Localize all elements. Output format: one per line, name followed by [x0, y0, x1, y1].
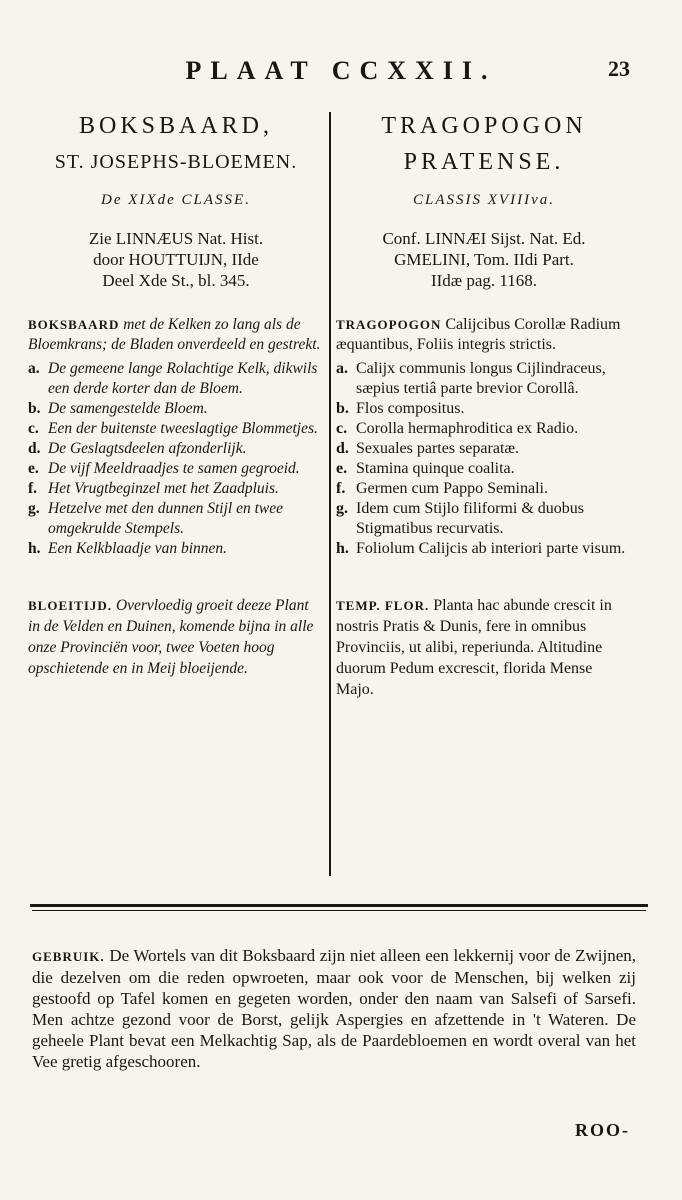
- latin-name-2: PRATENSE.: [403, 149, 565, 175]
- latin-reference: [336, 228, 632, 291]
- dutch-ref-line-2: door HOUTTUIJN, IIde: [93, 250, 259, 269]
- item-text: Sexuales partes separatæ.: [356, 440, 520, 457]
- latin-column: [336, 108, 632, 700]
- dutch-ref-line-3: Deel Xde St., bl. 345.: [102, 271, 250, 290]
- dutch-class: De XIXde CLASSE.: [101, 192, 251, 208]
- usage-text: De Wortels van dit Boksbaard zijn niet alleen een lekkernij voor de Zwijnen, die dezelven om die reden opwroeten, maar ook voor de Menschen, bij welken zij gestoofd op Tafel komen en gegeten worden, onder den naam van Salsefi of Sarsefi. Men achtze gezond voor de Borst, gelijk Aspergies en afzettende in 't Wateren. De geheele Plant bevat een Melkachtig Sap, als de Paardebloemen en wordt overal van het Vee gretig afgeschooren.: [32, 946, 636, 1071]
- dutch-column: [28, 108, 324, 679]
- item-letter: f.: [336, 480, 346, 497]
- dutch-bloei-lead: BLOEITIJD.: [28, 598, 113, 613]
- section-rule-thin: [32, 910, 646, 911]
- item-text: De Geslagtsdeelen afzonderlijk.: [48, 440, 247, 457]
- item-letter: c.: [28, 420, 39, 437]
- item-letter: a.: [28, 360, 40, 377]
- column-divider: [329, 112, 331, 876]
- item-letter: g.: [336, 500, 348, 517]
- item-letter: h.: [28, 540, 41, 557]
- item-text: Germen cum Pappo Seminali.: [356, 480, 548, 497]
- dutch-desc-text: met de Kelken zo lang als de Bloemkrans; de Bladen onverdeeld en gestrekt.: [28, 316, 321, 353]
- latin-bloei-text: Planta hac abunde crescit in nostris Pratis & Dunis, fere in omnibus Provinciis, ut alibi, reperiunda. Altitudine duorum Pedum excrescit, florida Mense Majo.: [336, 597, 612, 698]
- latin-class: CLASSIS XVIIIva.: [413, 192, 555, 208]
- item-letter: d.: [28, 440, 41, 457]
- usage-paragraph: [32, 945, 636, 1072]
- item-text: De vijf Meeldraadjes te samen gegroeid.: [48, 460, 300, 477]
- list-item: [336, 499, 632, 539]
- item-text: Een Kelkblaadje van binnen.: [48, 540, 228, 557]
- dutch-name-2: ST. JOSEPHS-BLOEMEN.: [54, 151, 298, 173]
- latin-desc-text: Calijcibus Corollæ Radium æquantibus, Foliis integris strictis.: [336, 316, 621, 353]
- dutch-desc-lead: BOKSBAARD: [28, 317, 120, 332]
- page-number: 23: [608, 56, 630, 81]
- item-text: Corolla hermaphroditica ex Radio.: [356, 420, 579, 437]
- latin-bloei-lead: TEMP. FLOR.: [336, 598, 430, 613]
- item-text: De gemeene lange Rolachtige Kelk, dikwils een derde korter dan de Bloem.: [48, 360, 318, 397]
- item-letter: e.: [28, 460, 39, 477]
- latin-ref-line-2: GMELINI, Tom. IIdi Part.: [394, 250, 574, 269]
- list-item: [336, 479, 632, 499]
- item-letter: c.: [336, 420, 348, 437]
- latin-ref-line-1: Conf. LINNÆI Sijst. Nat. Ed.: [382, 229, 586, 248]
- dutch-name-1: BOKSBAARD,: [78, 113, 274, 139]
- latin-name-1: TRAGOPOGON: [381, 113, 587, 139]
- list-item: [28, 499, 324, 539]
- list-item: [28, 439, 324, 459]
- item-letter: d.: [336, 440, 349, 457]
- section-rule: [30, 904, 648, 907]
- list-item: [336, 459, 632, 479]
- item-text: De samengestelde Bloem.: [48, 400, 208, 417]
- item-letter: b.: [336, 400, 349, 417]
- dutch-flowering-time: [28, 595, 324, 679]
- item-letter: a.: [336, 360, 348, 377]
- list-item: [336, 399, 632, 419]
- dutch-figure-list: [28, 359, 324, 559]
- item-text: Flos compositus.: [356, 400, 465, 417]
- latin-flowering-time: [336, 595, 632, 700]
- latin-description: [336, 315, 632, 355]
- latin-desc-lead: TRAGOPOGON: [336, 317, 442, 332]
- list-item: [336, 539, 632, 559]
- list-item: [28, 539, 324, 559]
- list-item: [28, 459, 324, 479]
- list-item: [28, 419, 324, 439]
- usage-lead: GEBRUIK.: [32, 949, 105, 964]
- item-text: Foliolum Calijcis ab interiori parte visum.: [356, 540, 626, 557]
- item-letter: e.: [336, 460, 348, 477]
- item-text: Calijx communis longus Cijlindraceus, sæpius tertiâ parte brevior Corollâ.: [356, 360, 606, 397]
- dutch-bloei-text: Overvloedig groeit deeze Plant in de Velden en Duinen, komende bijna in alle onze Provinciën voor, twee Voeten hoog opschietende en in Meij bloeijende.: [28, 597, 314, 677]
- item-letter: b.: [28, 400, 41, 417]
- item-text: Hetzelve met den dunnen Stijl en twee omgekrulde Stempels.: [48, 500, 284, 537]
- plate-title: PLAAT CCXXII.: [185, 56, 497, 85]
- list-item: [28, 359, 324, 399]
- item-text: Een der buitenste tweeslagtige Blommetjes.: [48, 420, 318, 437]
- item-letter: h.: [336, 540, 349, 557]
- latin-ref-line-3: IIdæ pag. 1168.: [430, 271, 538, 290]
- item-text: Het Vrugtbeginzel met het Zaadpluis.: [48, 480, 279, 497]
- dutch-description: [28, 315, 324, 355]
- item-letter: f.: [28, 480, 38, 497]
- latin-figure-list: [336, 359, 632, 559]
- list-item: [28, 479, 324, 499]
- catchword: ROO-: [575, 1120, 630, 1140]
- item-text: Idem cum Stijlo filiformi & duobus Stigmatibus recurvatis.: [356, 500, 584, 537]
- list-item: [336, 419, 632, 439]
- item-letter: g.: [28, 500, 40, 517]
- list-item: [336, 439, 632, 459]
- dutch-ref-line-1: Zie LINNÆUS Nat. Hist.: [88, 229, 264, 248]
- list-item: [336, 359, 632, 399]
- dutch-reference: [28, 228, 324, 291]
- list-item: [28, 399, 324, 419]
- item-text: Stamina quinque coalita.: [356, 460, 515, 477]
